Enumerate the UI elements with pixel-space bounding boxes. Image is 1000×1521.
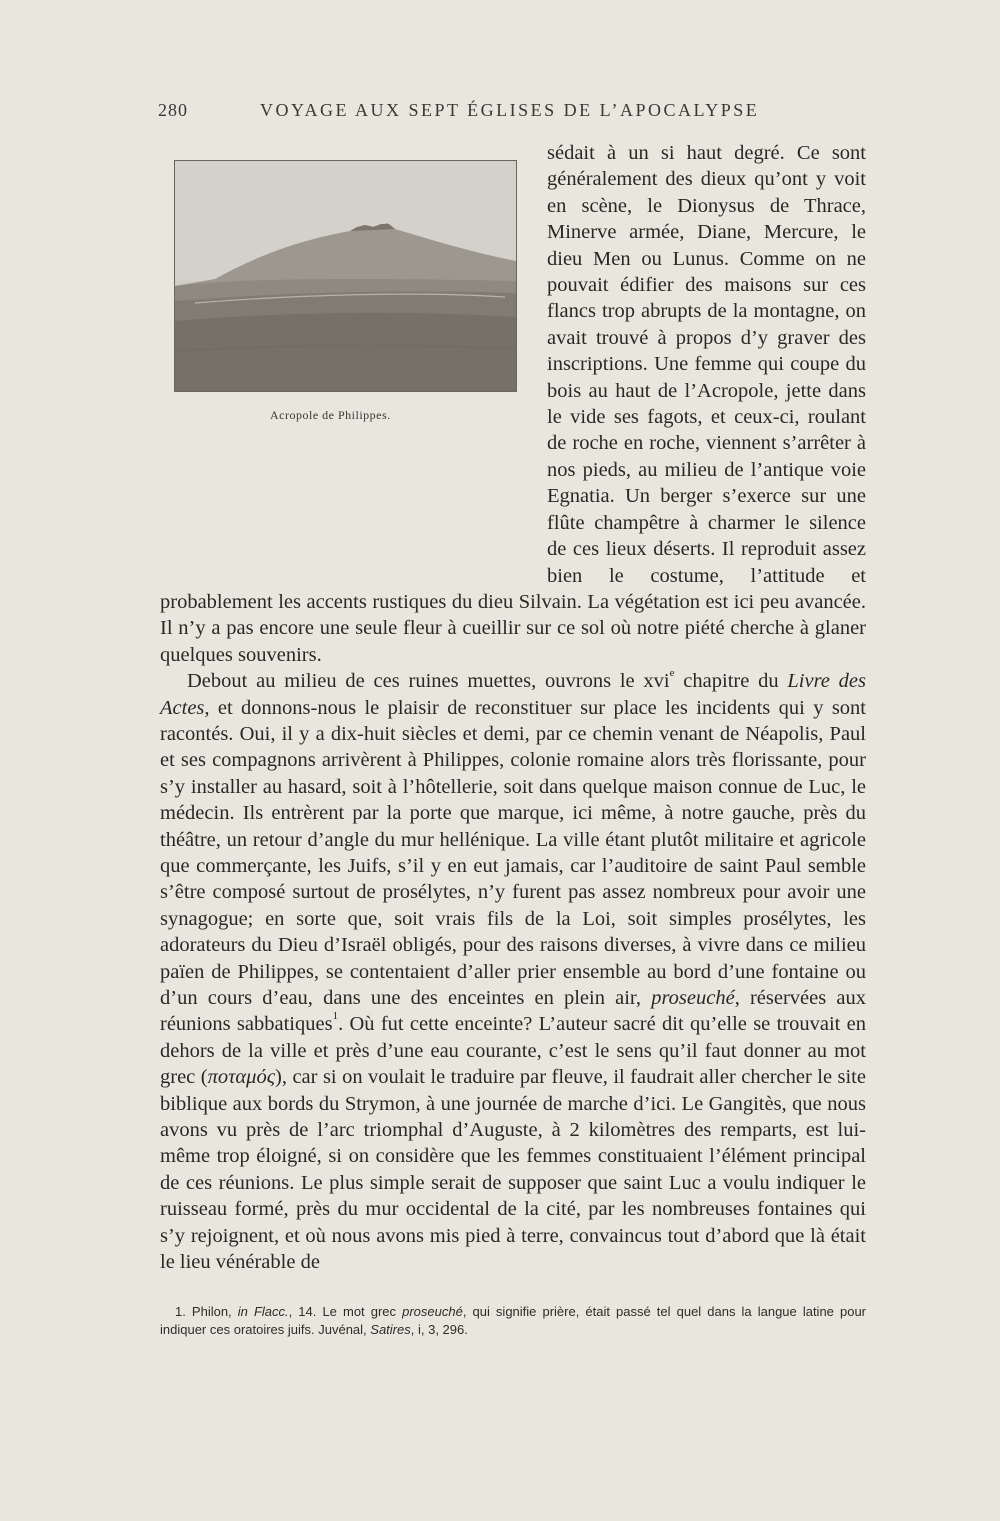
p2-greek-word: ποταμός xyxy=(207,1066,276,1089)
p2-book-title: Livre des Actes xyxy=(160,670,867,719)
figure-caption: Acropole de Philippes. xyxy=(270,408,391,422)
footnote-text-1: , 14. Le mot grec xyxy=(288,1304,403,1319)
footnote-reference[interactable]: 1 xyxy=(332,1010,339,1023)
footnote-text-2: , qui signifie prière, était passé tel quel dans la langue latine pour indiquer ces oratoires juifs. Juvénal, xyxy=(160,1304,866,1337)
footnote-1 xyxy=(160,1303,866,1338)
footnote-text-3: , i, 3, 296. xyxy=(410,1321,468,1337)
p2-text-5: . Où fut cette enceinte? L’auteur sacré dit qu’elle se trouvait en dehors de la ville et près d’une eau courante, c’est le sens qu’il faut donner au mot grec ( xyxy=(160,1013,867,1089)
footnotes xyxy=(160,1303,866,1338)
p2-text-2: chapitre du xyxy=(674,670,788,693)
main-text xyxy=(160,140,866,1275)
paragraph-1: sédait à un si haut degré. Ce sont généralement des dieux qu’ont y voit en scène, le Dionysus de Thrace, Minerve armée, Diane, Mercure, le dieu Men ou Lunus. Comme on ne pouvait édifier des maisons sur ces flancs trop abrupts de la montagne, on avait trouvé à propos d’y graver des inscriptions. Une femme qui coupe du bois au haut de l’Acropole, jette dans le vide ses fagots, et ceux-ci, roulant de roche en roche, viennent s’arrêter à nos pieds, au milieu de l’antique voie Egnatia. Un berger s’exerce sur une flûte champêtre à charmer le silence de ces lieux déserts. Il reproduit assez bien le costume, l’attitude et probablement les accents rustiques du dieu Silvain. La végétation est ici peu avancée. Il n’y a pas encore une seule fleur à cueillir sur ce sol où notre piété cherche à glaner quelques souvenirs. xyxy=(160,142,866,666)
figure-acropolis xyxy=(157,140,547,577)
footnote-source: in Flacc. xyxy=(237,1304,289,1319)
acropolis-photograph xyxy=(174,160,517,392)
p2-text-6: ), car si on voulait le traduire par fleuve, il faudrait aller chercher le site biblique aux bords du Strymon, à une journée de marche d’ici. Le Gangitès, que nous avons vu près de l’arc triomphal d’Auguste, à 2 kilomètres des remparts, est lui-même trop éloigné, si on considère que les femmes constituaient l’élément principal de ces réunions. Le plus simple serait de supposer que saint Luc a voulu indiquer le ruisseau formé, près du mur occidental de la cité, par les nombreuses fontaines qui s’y rejoignent, et où nous avons mis pied à terre, convaincus tout d’abord que là était le lieu vénérable de xyxy=(160,1066,866,1274)
p2-text-4: , réservées aux réunions sabbatiques xyxy=(160,987,866,1036)
footnote-number: 1. Philon, xyxy=(175,1304,238,1319)
footnote-term: proseuché xyxy=(402,1304,463,1319)
p2-chapter-sup: e xyxy=(669,667,675,680)
p2-term-proseuche: proseuché xyxy=(651,987,735,1009)
paragraph-2 xyxy=(160,668,866,1275)
page-number: 280 xyxy=(158,100,188,120)
running-title: VOYAGE AUX SEPT ÉGLISES DE L’APOCALYPSE xyxy=(260,100,760,120)
p2-text-1: Debout au milieu de ces ruines muettes, ouvrons le xvi xyxy=(187,670,670,693)
p2-text-3: , et donnons-nous le plaisir de reconstituer sur place les incidents qui y sont racontés. Oui, il y a dix-huit siècles et demi, par ce chemin venant de Néapolis, Paul et ses compagnons arrivèrent à Philippes, colonie romaine alors très florissante, pour s’y installer au hasard, soit à l’hôtellerie, soit dans quelque maison connue de Luc, le médecin. Ils entrèrent par la porte que marque, ici même, à notre gauche, près du théâtre, un retour d’angle du mur hellénique. La ville étant plutôt militaire et agricole que commerçante, les Juifs, s’il y en eut jamais, car l’auditoire de saint Paul semble s’être composé surtout de prosélytes, n’y furent pas assez nombreux pour avoir une synagogue; en sorte que, soit vrais fils de la Loi, soit simples prosélytes, les adorateurs du Dieu d’Israël obligés, pour des raisons diverses, à vivre dans ce milieu païen de Philippes, se contentaient d’aller prier ensemble au bord d’une fontaine ou d’un cours d’eau, dans une des enceintes en plein air, xyxy=(160,696,866,1009)
landscape-illustration xyxy=(175,161,516,391)
footnote-work: Satires xyxy=(370,1321,411,1337)
